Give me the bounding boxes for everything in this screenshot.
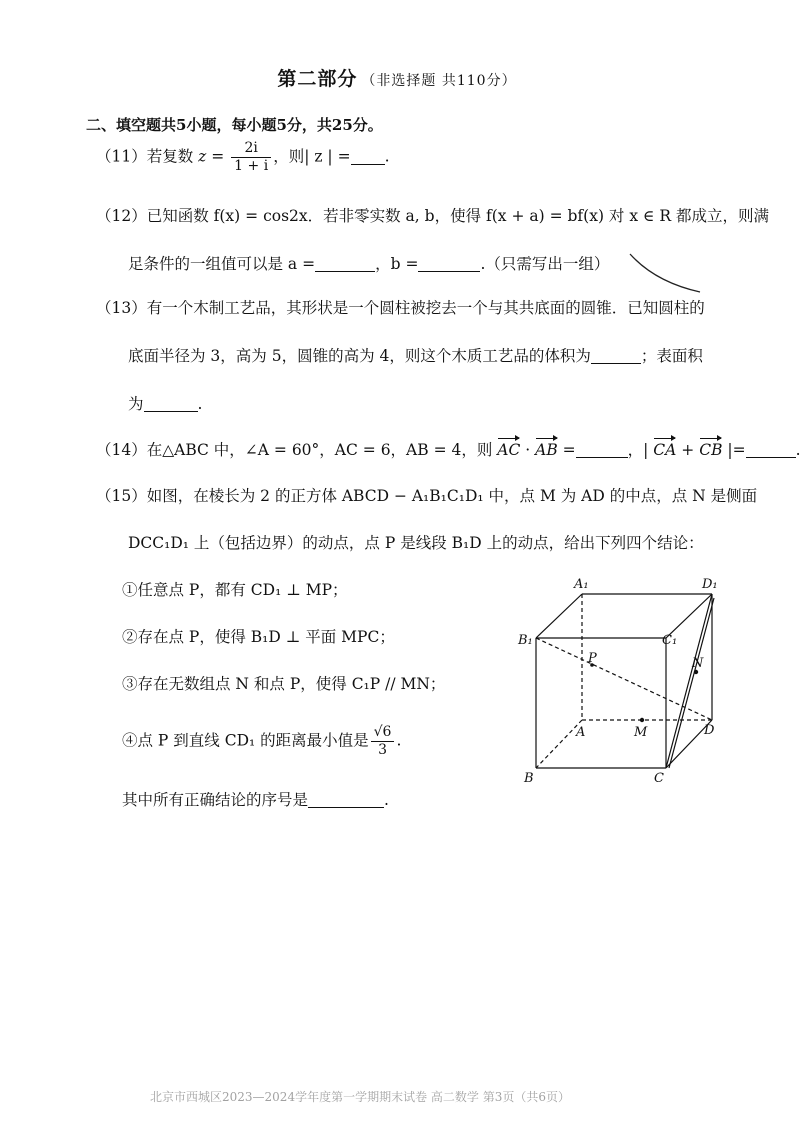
edge-a1-b1: [536, 594, 582, 638]
q14-mid: ，|: [627, 441, 654, 459]
question-13-line1: （13）有一个木制工艺品，其形状是一个圆柱被挖去一个与其共底面的圆锥．已知圆柱的: [96, 299, 705, 317]
q14-magnitude-blank[interactable]: [746, 441, 796, 458]
q12-suffix: .（只需写出一组）: [480, 255, 610, 273]
question-13-line3: [128, 394, 202, 414]
q12-a-label: 足条件的一组值可以是 a =: [128, 255, 316, 273]
q11-suffix: ，则| z | =: [273, 147, 351, 166]
title-subtitle: （非选择题 共110分）: [361, 73, 517, 89]
q11-variable: z: [198, 147, 207, 166]
conclusion-4: [122, 724, 401, 759]
q11-numerator: 2i: [231, 140, 271, 158]
q14-prefix: （14）在△ABC 中，∠A = 60°，AC = 6，AB = 4，则: [96, 441, 498, 459]
label-a1: A₁: [574, 577, 589, 592]
label-p: P: [588, 651, 597, 666]
q15-ask-text: 其中所有正确结论的序号是: [122, 791, 309, 809]
conclusion-4-end: .: [396, 731, 402, 750]
q14-dot: ·: [520, 441, 536, 459]
q13-surface-blank[interactable]: [144, 395, 198, 412]
label-b: B: [524, 771, 534, 786]
q13-surface-label: ；表面积: [640, 347, 703, 365]
question-12-line1: （12）已知函数 f(x) = cos2x．若非零实数 a, b，使得 f(x + a) = bf(x) 对 x ∈ R 都成立，则满: [96, 207, 770, 225]
question-15-line1: （15）如图，在棱长为 2 的正方体 ABCD − A₁B₁C₁D₁ 中，点 M 为 AD 的中点，点 N 是侧面: [96, 487, 758, 505]
q13-surface-prefix: 为: [128, 395, 144, 413]
question-13-line2: [128, 346, 703, 366]
conclusion-3: ③存在无数组点 N 和点 P，使得 C₁P // MN；: [122, 675, 446, 693]
segment-b1-d: [536, 638, 712, 720]
q11-prefix: （11）若复数: [96, 147, 199, 166]
conclusion-2: ②存在点 P，使得 B₁D ⊥ 平面 MPC；: [122, 628, 395, 646]
question-11: [96, 140, 390, 175]
q12-b-blank[interactable]: [418, 255, 480, 272]
vector-ab: AB: [535, 441, 558, 459]
label-n: N: [692, 656, 704, 671]
conclusion-1: ①任意点 P，都有 CD₁ ⊥ MP；: [122, 581, 348, 599]
label-c: C: [654, 771, 664, 786]
label-c1: C₁: [662, 633, 678, 648]
vector-ca: CA: [653, 441, 677, 459]
label-m: M: [634, 725, 648, 740]
point-m: [640, 718, 644, 722]
q15-ask-end: .: [384, 791, 389, 809]
cube-figure: [500, 570, 740, 790]
question-15-line2: DCC₁D₁ 上（包括边界）的动点，点 P 是线段 B₁D 上的动点，给出下列四个结论：: [128, 534, 704, 552]
q11-denominator: 1 + i: [234, 158, 269, 174]
pen-mark-icon: [628, 252, 704, 296]
question-14: [96, 440, 801, 460]
question-12-line2: [128, 254, 609, 274]
q11-fraction: [231, 140, 271, 175]
page-footer: 北京市西城区2023—2024学年度第一学期期末试卷 高二数学 第3页（共6页）: [150, 1090, 570, 1104]
title-main: 第二部分: [277, 68, 358, 90]
q13-end: .: [197, 395, 203, 413]
q15-ask: [122, 790, 389, 810]
page-title: [0, 64, 794, 91]
q14-eq2: |=: [722, 441, 746, 459]
segment-c-d1: [666, 594, 712, 768]
conclusion-4-denominator: 3: [378, 742, 388, 758]
label-d1: D₁: [702, 577, 718, 592]
q12-b-label: ，b =: [375, 255, 419, 273]
q11-equals: =: [206, 147, 230, 166]
label-a: A: [576, 725, 586, 740]
label-d: D: [704, 723, 715, 738]
q12-a-blank[interactable]: [315, 255, 375, 272]
q13-volume-label: 底面半径为 3，高为 5，圆锥的高为 4，则这个木质工艺品的体积为: [128, 347, 591, 365]
q11-end: .: [384, 147, 390, 166]
q11-answer-blank[interactable]: [351, 148, 385, 165]
q14-end: .: [795, 441, 801, 459]
section-heading: 二、填空题共5小题，每小题5分，共25分。: [86, 116, 383, 134]
q15-answer-blank[interactable]: [308, 791, 384, 808]
label-b1: B₁: [518, 633, 533, 648]
vector-cb: CB: [699, 441, 723, 459]
q14-dot-product-blank[interactable]: [576, 441, 628, 458]
segment-c-d1-shadow: [669, 598, 714, 768]
q13-volume-blank[interactable]: [591, 347, 641, 364]
q14-eq1: =: [557, 441, 576, 459]
q14-plus: +: [676, 441, 700, 459]
conclusion-4-numerator: √6: [371, 724, 395, 742]
conclusion-4-fraction: [371, 724, 395, 759]
conclusion-4-text: ④点 P 到直线 CD₁ 的距离最小值是: [122, 731, 369, 750]
vector-ac: AC: [497, 441, 521, 459]
